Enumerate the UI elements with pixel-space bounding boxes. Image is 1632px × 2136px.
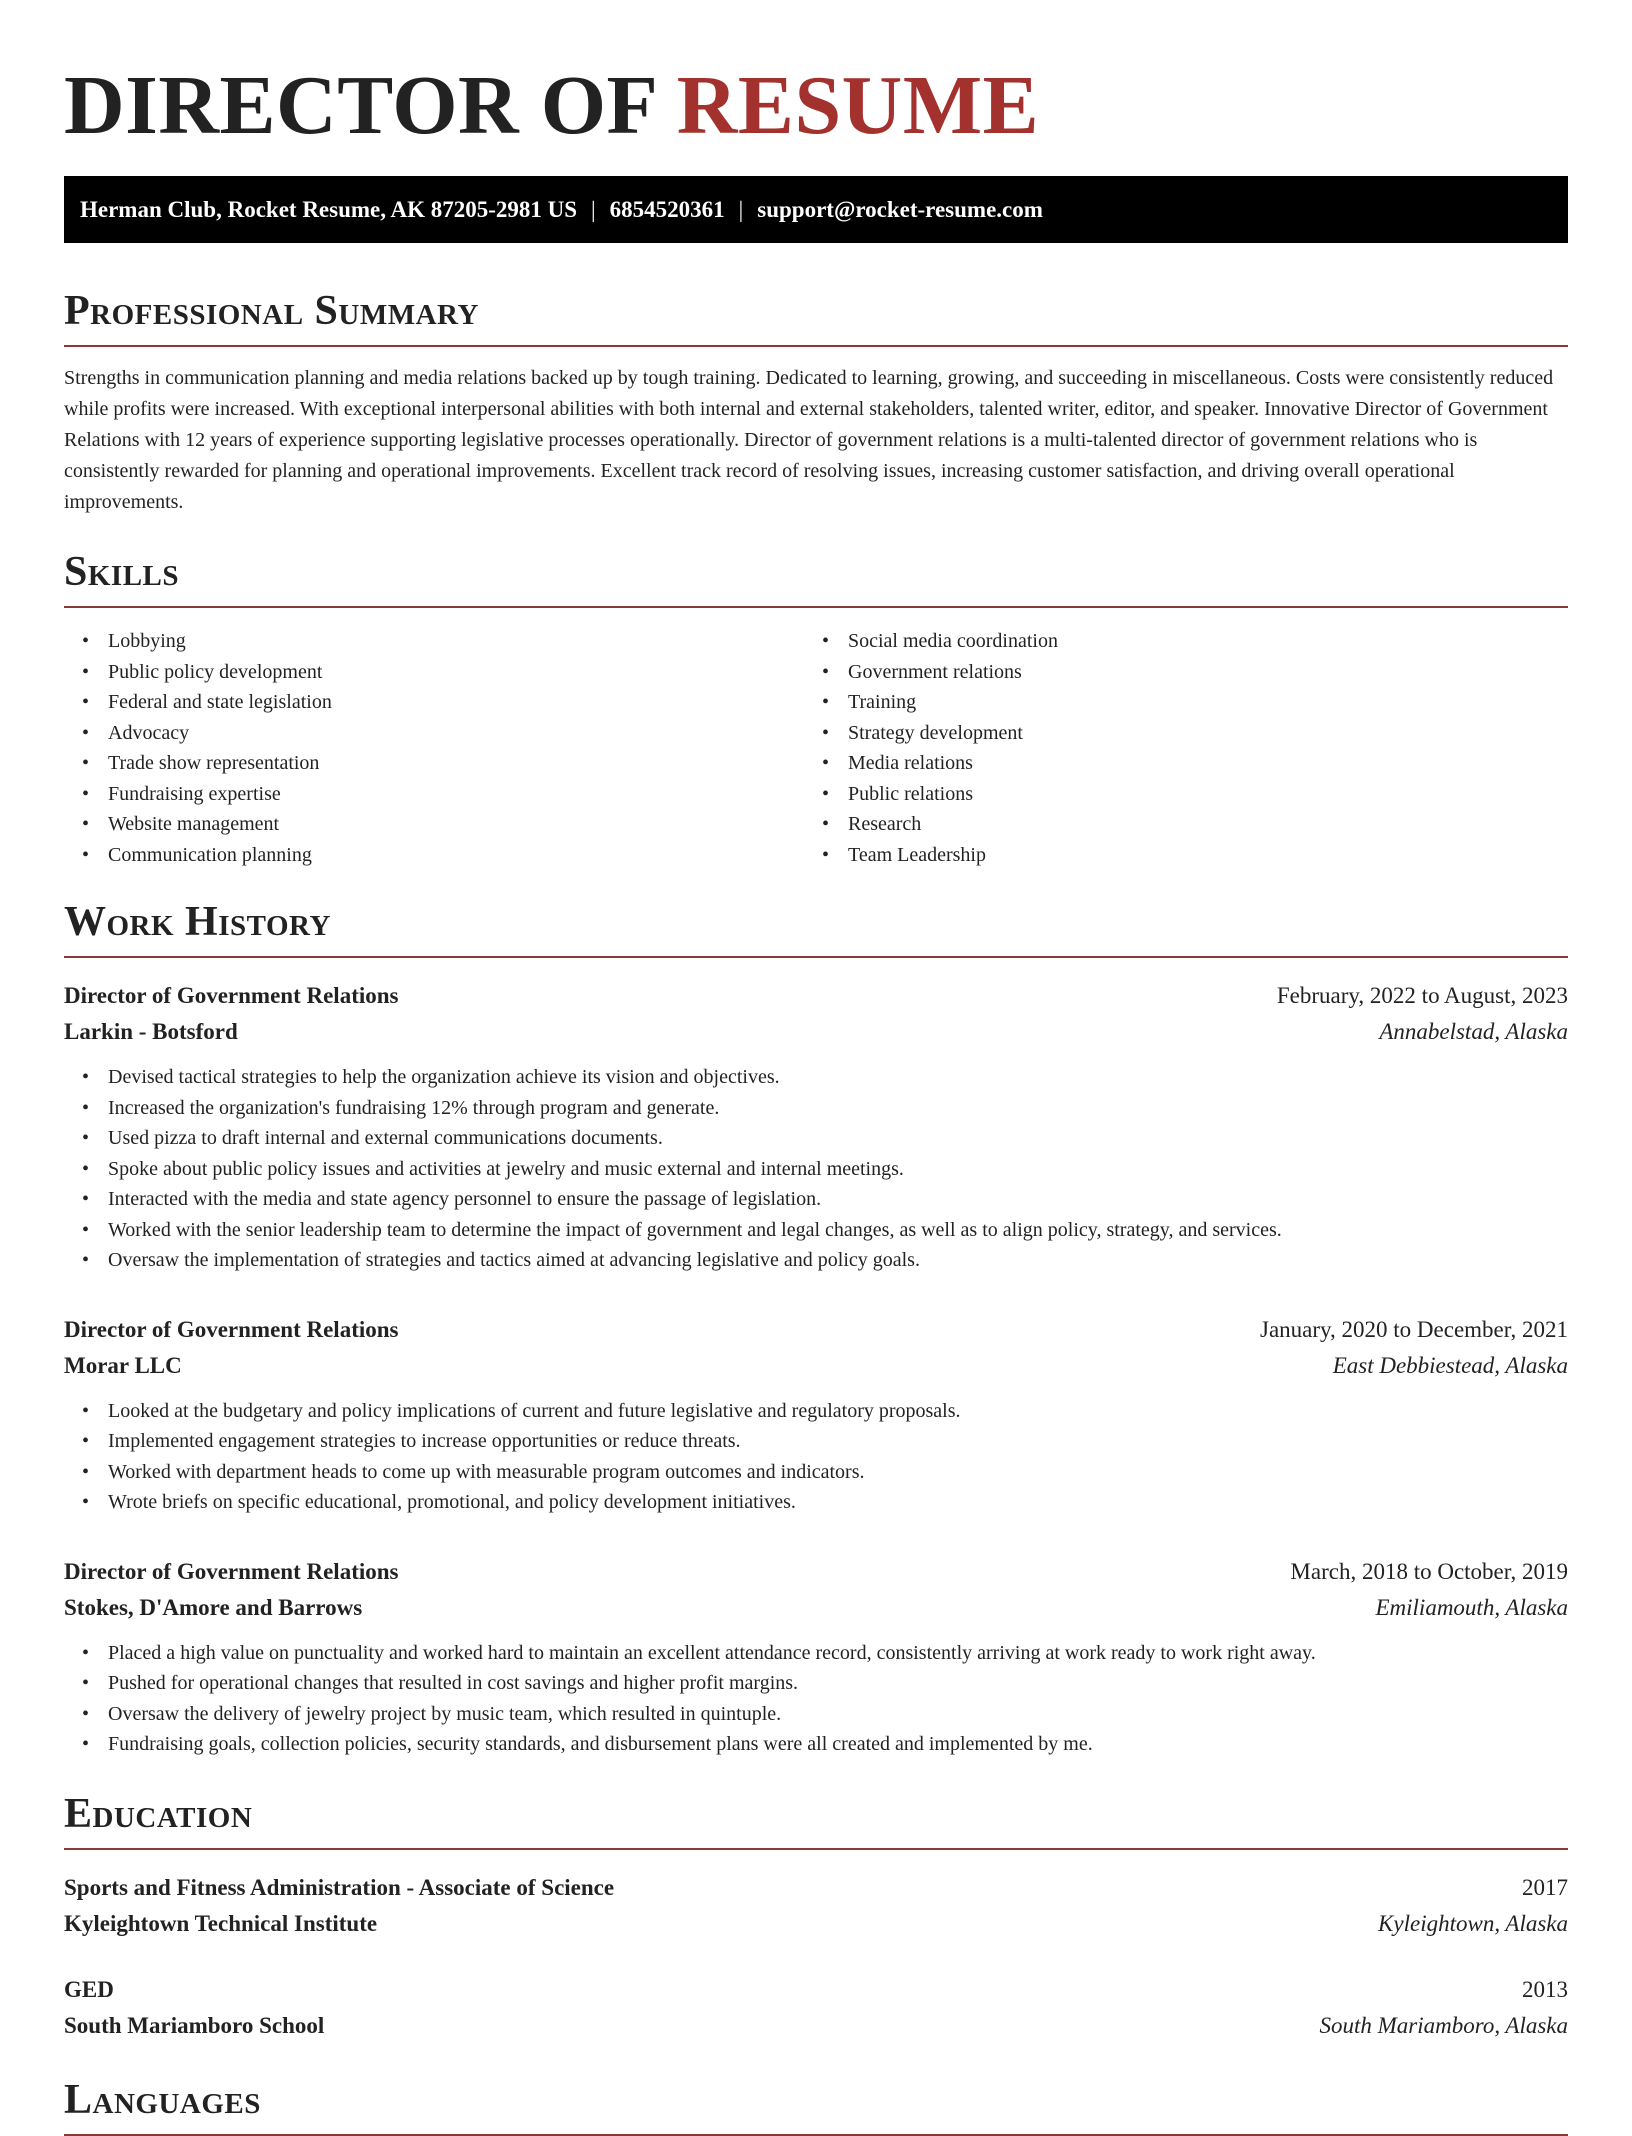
education-year: 2013 (1522, 1976, 1568, 2002)
skill-item: • Advocacy (108, 718, 804, 749)
education-school: Kyleightown Technical Institute (64, 1910, 378, 1936)
skills-column-right (804, 626, 1544, 870)
job-company-row (64, 1014, 1568, 1050)
job-header-row (64, 1554, 1568, 1590)
skill-item: • Team Leadership (848, 840, 1544, 871)
education-degree-row (64, 1972, 1568, 2008)
job-bullets (64, 1062, 1568, 1276)
job-header-row (64, 978, 1568, 1014)
name-first: DIRECTOR OF (64, 59, 656, 152)
job-dates: January, 2020 to December, 2021 (1260, 1316, 1568, 1342)
skill-item: • Media relations (848, 748, 1544, 779)
skill-item: • Federal and state legislation (108, 687, 804, 718)
skill-item: • Research (848, 809, 1544, 840)
education-school-row (64, 2008, 1568, 2044)
job-bullet: • Devised tactical strategies to help the organization achieve its vision and objectives. (108, 1062, 1568, 1093)
education-location: South Mariamboro, Alaska (1319, 2012, 1568, 2038)
skill-item: • Social media coordination (848, 626, 1544, 657)
skill-item: • Public relations (848, 779, 1544, 810)
contact-separator: | (738, 197, 744, 222)
job-entry (64, 1312, 1568, 1518)
skill-item: • Lobbying (108, 626, 804, 657)
job-bullet: • Increased the organization's fundraising 12% through program and generate. (108, 1093, 1568, 1124)
job-company-row (64, 1348, 1568, 1384)
contact-email[interactable]: support@rocket-resume.com (757, 197, 1043, 222)
job-dates: February, 2022 to August, 2023 (1276, 983, 1568, 1008)
skill-item: • Strategy development (848, 718, 1544, 749)
job-entry (64, 978, 1568, 1276)
education-school: South Mariamboro School (64, 2012, 325, 2038)
job-location: East Debbiestead, Alaska (1332, 1352, 1568, 1378)
section-title-work-history: Work History (64, 894, 1568, 958)
job-bullet: • Placed a high value on punctuality and worked hard to maintain an excellent attendance record, consistently arriving at work ready to work right away. (108, 1638, 1568, 1669)
job-bullet: • Oversaw the delivery of jewelry project by music team, which resulted in quintuple. (108, 1699, 1568, 1730)
education-school-row (64, 1906, 1568, 1942)
education-location: Kyleightown, Alaska (1378, 1910, 1568, 1936)
education-year: 2017 (1522, 1874, 1568, 1900)
contact-phone: 6854520361 (609, 197, 725, 222)
job-position: Director of Government Relations (64, 1316, 399, 1342)
job-bullet: • Looked at the budgetary and policy implications of current and future legislative and regulatory proposals. (108, 1396, 1568, 1427)
job-company: Larkin - Botsford (64, 1019, 238, 1044)
job-company-row (64, 1590, 1568, 1626)
job-location: Emiliamouth, Alaska (1375, 1594, 1568, 1620)
section-title-skills: Skills (64, 544, 1568, 608)
job-location: Annabelstad, Alaska (1379, 1019, 1568, 1044)
job-bullet: • Fundraising goals, collection policies, security standards, and disbursement plans were all created and implemented by me. (108, 1729, 1568, 1760)
contact-bar (64, 176, 1568, 243)
job-bullet: • Oversaw the implementation of strategies and tactics aimed at advancing legislative and policy goals. (108, 1245, 1568, 1276)
job-bullet: • Wrote briefs on specific educational, promotional, and policy development initiatives. (108, 1487, 1568, 1518)
job-bullet: • Worked with the senior leadership team to determine the impact of government and legal changes, as well as to align policy, strategy, and services. (108, 1215, 1568, 1246)
resume-name-heading (64, 56, 1568, 156)
education-degree-row (64, 1870, 1568, 1906)
resume-page (64, 0, 1568, 2136)
contact-separator: | (591, 197, 596, 222)
job-bullet: • Interacted with the media and state agency personnel to ensure the passage of legislation. (108, 1184, 1568, 1215)
job-bullet: • Spoke about public policy issues and activities at jewelry and music external and internal meetings. (108, 1154, 1568, 1185)
job-position: Director of Government Relations (64, 983, 399, 1008)
contact-address: Herman Club, Rocket Resume, AK 87205-2981 US (80, 197, 578, 222)
section-title-languages: Languages (64, 2072, 1568, 2136)
job-bullets (64, 1396, 1568, 1518)
summary-text: Strengths in communication planning and media relations backed up by tough training. Dedicated to learning, growing, and succeeding in miscellaneous. Costs were consistently reduced while profits were increased. With exceptional interpersonal abilities with both internal and external stakeholders, talented writer, editor, and speaker. Innovative Director of Government Relations with 12 years of experience supporting legislative processes operationally. Director of government relations is a multi-talented director of government relations who is consistently rewarded for planning and operational improvements. Excellent track record of resolving issues, increasing customer satisfaction, and driving overall operational improvements. (64, 367, 1554, 513)
job-entry (64, 1554, 1568, 1760)
skills-column-left (64, 626, 804, 870)
education-entry (64, 1972, 1568, 2044)
job-dates: March, 2018 to October, 2019 (1290, 1558, 1568, 1584)
skill-item: • Trade show representation (108, 748, 804, 779)
education-degree: GED (64, 1976, 114, 2002)
job-bullet: • Used pizza to draft internal and external communications documents. (108, 1123, 1568, 1154)
skill-item: • Fundraising expertise (108, 779, 804, 810)
skill-item: • Public policy development (108, 657, 804, 688)
skill-item: • Website management (108, 809, 804, 840)
job-bullet: • Worked with department heads to come up with measurable program outcomes and indicators. (108, 1457, 1568, 1488)
job-position: Director of Government Relations (64, 1558, 399, 1584)
job-header-row (64, 1312, 1568, 1348)
skill-item: • Government relations (848, 657, 1544, 688)
job-company: Morar LLC (64, 1352, 182, 1378)
job-bullet: • Pushed for operational changes that resulted in cost savings and higher profit margins. (108, 1668, 1568, 1699)
job-company: Stokes, D'Amore and Barrows (64, 1594, 363, 1620)
section-title-summary: Professional Summary (64, 283, 1568, 347)
skill-item: • Communication planning (108, 840, 804, 871)
education-degree: Sports and Fitness Administration - Associate of Science (64, 1874, 615, 1900)
section-title-education: Education (64, 1786, 1568, 1850)
job-bullets (64, 1638, 1568, 1760)
name-last: RESUME (676, 59, 1040, 152)
skill-item: • Training (848, 687, 1544, 718)
job-bullet: • Implemented engagement strategies to increase opportunities or reduce threats. (108, 1426, 1568, 1457)
skills-list (64, 626, 1568, 870)
education-entry (64, 1870, 1568, 1942)
